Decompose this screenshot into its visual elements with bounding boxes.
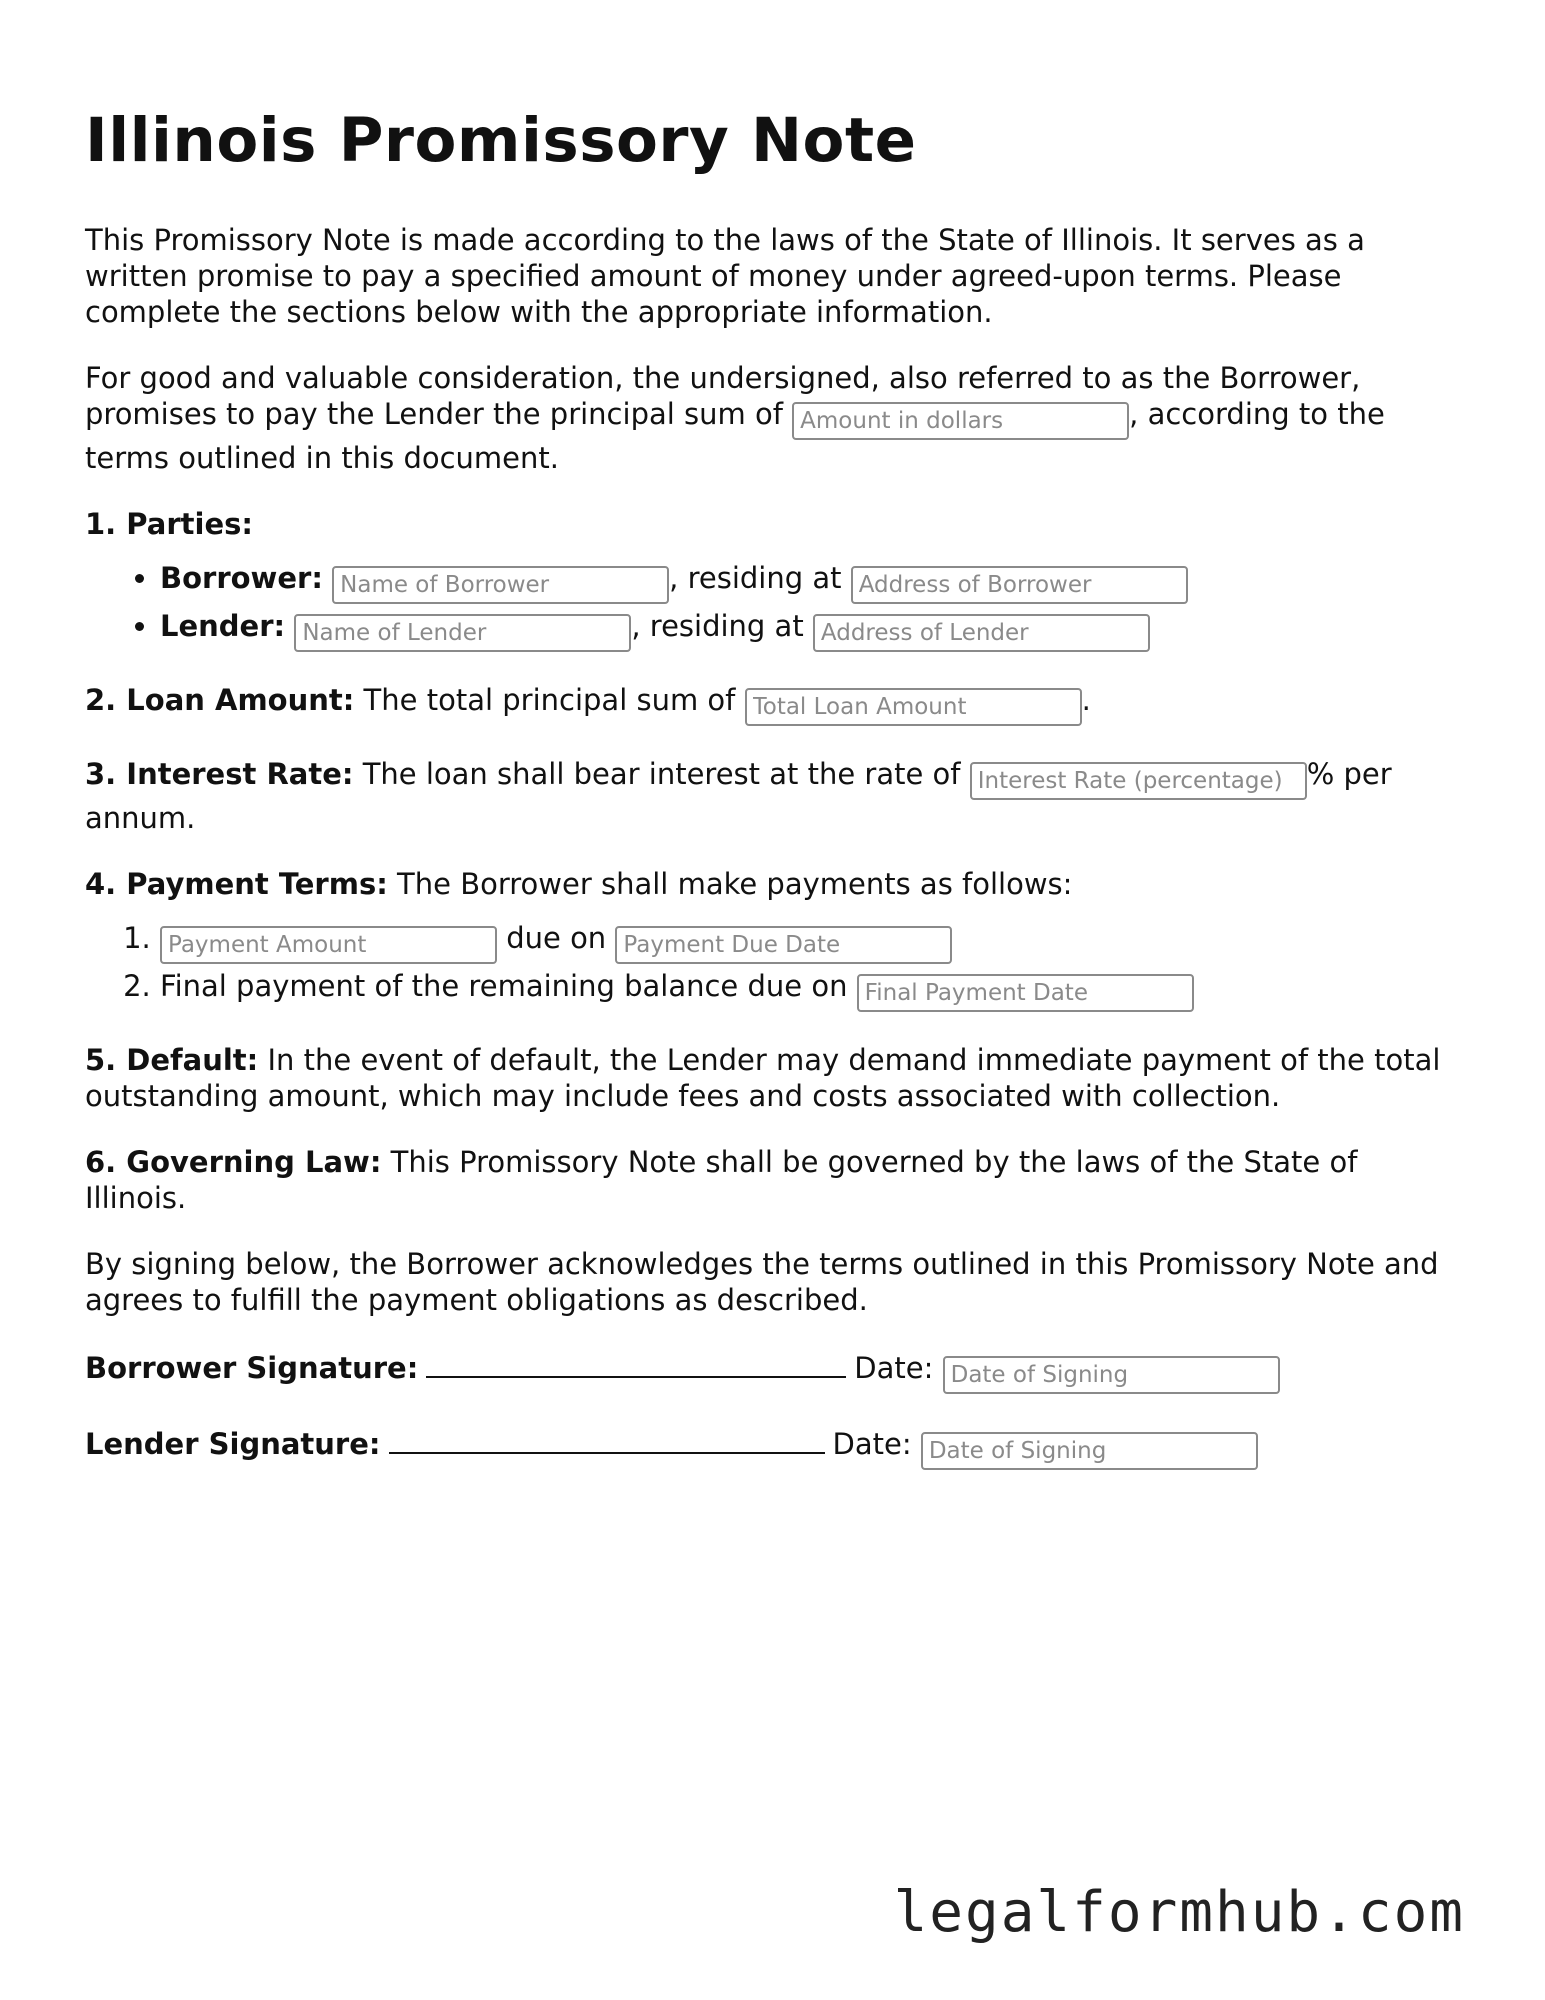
governing-law-text: This Promissory Note shall be governed by the laws of the State of Illinois.: [85, 1145, 1358, 1215]
borrower-signature-row: [85, 1348, 1465, 1394]
final-payment-text: Final payment of the remaining balance due on: [160, 969, 857, 1003]
default-heading: 5. Default:: [85, 1043, 259, 1077]
consideration-paragraph: [85, 360, 1465, 476]
borrower-signature-line[interactable]: [426, 1350, 846, 1378]
borrower-address-input[interactable]: [851, 566, 1188, 604]
date-label: Date:: [832, 1427, 912, 1461]
interest-rate-paragraph: [85, 756, 1465, 836]
residing-text: , residing at: [669, 561, 851, 595]
document-page: [85, 105, 1465, 1500]
consideration-text-end: , according to the terms outlined in this document.: [85, 397, 1385, 475]
loan-amount-text: The total principal sum of: [354, 683, 745, 717]
lender-name-input[interactable]: [294, 614, 631, 652]
principal-amount-input[interactable]: [792, 402, 1129, 440]
default-paragraph: [85, 1042, 1465, 1114]
payment-terms-heading: 4. Payment Terms:: [85, 867, 388, 901]
total-loan-amount-input[interactable]: [745, 688, 1082, 726]
interest-rate-text: The loan shall bear interest at the rate of: [353, 757, 970, 791]
acknowledgement-paragraph: By signing below, the Borrower acknowledges the terms outlined in this Promissory Note and agrees to fulfill the payment obligations as described.: [85, 1247, 1439, 1317]
payment-item: [160, 920, 1465, 964]
payment-terms-section: [85, 866, 1465, 1012]
payment-terms-text: The Borrower shall make payments as follows:: [387, 867, 1073, 901]
final-payment-item: [160, 968, 1465, 1012]
governing-law-heading: 6. Governing Law:: [85, 1145, 382, 1179]
residing-text: , residing at: [631, 609, 813, 643]
due-on-text: due on: [497, 921, 616, 955]
consideration-text: For good and valuable consideration, the undersigned, also referred to as the Borrower, promises to pay the Lender the principal sum of: [85, 361, 1361, 431]
borrower-label: Borrower:: [160, 561, 323, 595]
lender-signature-label: Lender Signature:: [85, 1427, 381, 1461]
payment-due-date-input[interactable]: [615, 926, 952, 964]
parties-heading: 1. Parties:: [85, 507, 253, 541]
lender-item: [160, 608, 1465, 652]
lender-signature-line[interactable]: [389, 1426, 825, 1454]
governing-law-paragraph: [85, 1144, 1465, 1216]
interest-rate-heading: 3. Interest Rate:: [85, 757, 354, 791]
loan-amount-end: .: [1081, 683, 1091, 717]
footer-watermark: legalformhub.com: [893, 1880, 1465, 1945]
borrower-name-input[interactable]: [332, 566, 669, 604]
final-payment-date-input[interactable]: [857, 974, 1194, 1012]
lender-signature-row: [85, 1424, 1465, 1470]
borrower-signing-date-input[interactable]: [943, 1356, 1280, 1394]
interest-rate-end: % per annum.: [85, 757, 1392, 835]
lender-label: Lender:: [160, 609, 286, 643]
default-text: In the event of default, the Lender may demand immediate payment of the total outstanding amount, which may include fees and costs associated with collection.: [85, 1043, 1441, 1113]
lender-signing-date-input[interactable]: [921, 1432, 1258, 1470]
borrower-signature-label: Borrower Signature:: [85, 1351, 419, 1385]
loan-amount-paragraph: [85, 682, 1465, 726]
lender-address-input[interactable]: [813, 614, 1150, 652]
loan-amount-heading: 2. Loan Amount:: [85, 683, 355, 717]
intro-paragraph: This Promissory Note is made according to the laws of the State of Illinois. It serves as a written promise to pay a specified amount of money under agreed-upon terms. Please complete the sections below with the appropriate information.: [85, 223, 1365, 329]
page-title: Illinois Promissory Note: [85, 105, 917, 176]
parties-section: [85, 506, 1465, 652]
date-label: Date:: [854, 1351, 934, 1385]
payment-amount-input[interactable]: [160, 926, 497, 964]
interest-rate-input[interactable]: [970, 762, 1307, 800]
borrower-item: [160, 560, 1465, 604]
